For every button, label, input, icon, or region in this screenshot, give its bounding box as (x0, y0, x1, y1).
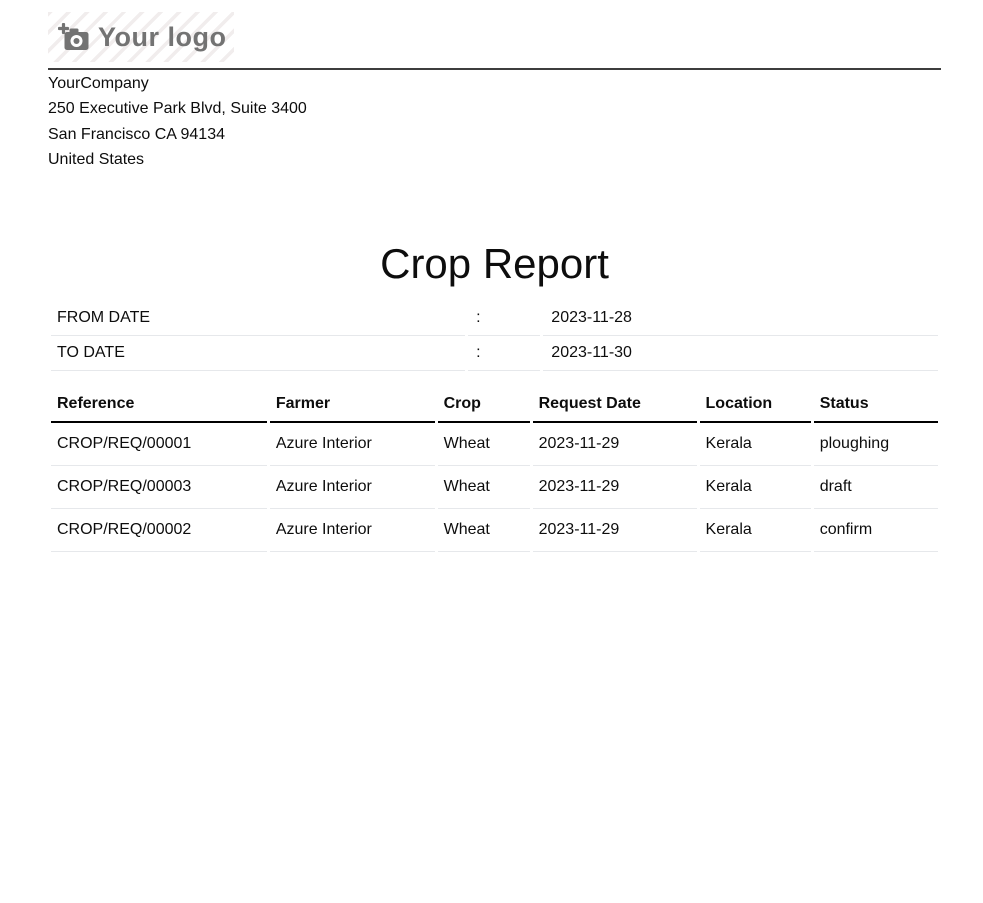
company-address-line3: United States (48, 151, 145, 169)
column-header-request-date: Request Date (533, 386, 697, 423)
crop-report-table (48, 386, 941, 552)
cell-status: draft (814, 466, 938, 509)
cell-status: confirm (814, 509, 938, 552)
cell-farmer: Azure Interior (270, 423, 435, 466)
to-date-value: 2023-11-30 (543, 336, 938, 371)
to-date-row (51, 336, 938, 371)
column-header-status: Status (814, 386, 938, 423)
cell-farmer: Azure Interior (270, 466, 435, 509)
logo-text: Your logo (98, 21, 227, 52)
cell-crop: Wheat (438, 423, 530, 466)
date-range-table (48, 301, 941, 371)
camera-plus-icon (57, 23, 90, 51)
cell-request-date: 2023-11-29 (533, 509, 697, 552)
cell-location: Kerala (700, 423, 811, 466)
table-row (51, 423, 938, 466)
from-date-separator: : (468, 301, 540, 336)
cell-reference: CROP/REQ/00001 (51, 423, 267, 466)
page-title: Crop Report (380, 239, 609, 287)
company-logo-placeholder (48, 12, 234, 62)
column-header-reference: Reference (51, 386, 267, 423)
cell-location: Kerala (700, 466, 811, 509)
report-page (0, 12, 983, 552)
cell-request-date: 2023-11-29 (533, 423, 697, 466)
company-address-line1: 250 Executive Park Blvd, Suite 3400 (48, 100, 307, 118)
column-header-location: Location (700, 386, 811, 423)
company-address-line2: San Francisco CA 94134 (48, 125, 225, 143)
cell-status: ploughing (814, 423, 938, 466)
column-header-farmer: Farmer (270, 386, 435, 423)
cell-location: Kerala (700, 509, 811, 552)
table-header-row (51, 386, 938, 423)
table-row (51, 509, 938, 552)
cell-farmer: Azure Interior (270, 509, 435, 552)
company-address-block (48, 71, 941, 173)
cell-crop: Wheat (438, 466, 530, 509)
to-date-separator: : (468, 336, 540, 371)
column-header-crop: Crop (438, 386, 530, 423)
from-date-row (51, 301, 938, 336)
from-date-label: FROM DATE (51, 301, 465, 336)
cell-reference: CROP/REQ/00002 (51, 509, 267, 552)
cell-reference: CROP/REQ/00003 (51, 466, 267, 509)
cell-request-date: 2023-11-29 (533, 466, 697, 509)
to-date-label: TO DATE (51, 336, 465, 371)
from-date-value: 2023-11-28 (543, 301, 938, 336)
company-name: YourCompany (48, 75, 149, 92)
cell-crop: Wheat (438, 509, 530, 552)
header-divider (48, 68, 941, 70)
table-row (51, 466, 938, 509)
